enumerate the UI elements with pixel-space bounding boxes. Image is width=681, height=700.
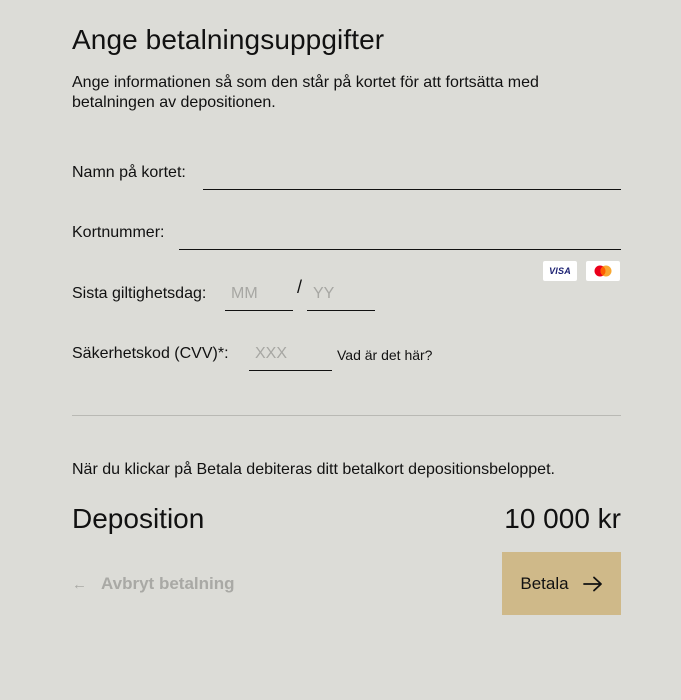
cancel-payment-link[interactable] xyxy=(72,574,235,594)
divider xyxy=(72,415,621,416)
card-number-input[interactable] xyxy=(179,220,621,246)
intro-text: Ange informationen så som den står på kortet för att fortsätta med betalningen av depositionen. xyxy=(72,74,539,111)
arrow-left-icon: ← xyxy=(72,575,87,593)
expiry-month-input[interactable] xyxy=(225,281,293,307)
card-number-underline xyxy=(179,249,621,250)
pay-button-label: Betala xyxy=(520,573,569,593)
mastercard-icon xyxy=(586,261,620,281)
page-title: Ange betalningsuppgifter xyxy=(72,24,385,55)
expiry-year-input[interactable] xyxy=(307,281,375,307)
card-name-label: Namn på kortet: xyxy=(72,164,186,181)
card-name-input[interactable] xyxy=(203,160,621,186)
visa-icon: VISA xyxy=(543,261,577,281)
arrow-right-icon xyxy=(583,576,603,592)
card-name-underline xyxy=(203,189,621,190)
card-number-label: Kortnummer: xyxy=(72,224,165,241)
deposit-label: Deposition xyxy=(72,503,205,534)
expiry-year-underline xyxy=(307,310,375,311)
expiry-month-underline xyxy=(225,310,293,311)
cancel-payment-label: Avbryt betalning xyxy=(101,574,235,593)
charge-notice: När du klickar på Betala debiteras ditt betalkort depositionsbeloppet. xyxy=(72,461,555,478)
pay-button[interactable] xyxy=(502,552,621,615)
cvv-help-link[interactable]: Vad är det här? xyxy=(337,347,433,363)
expiry-separator: / xyxy=(297,277,303,297)
expiry-label: Sista giltighetsdag: xyxy=(72,285,207,302)
cvv-underline xyxy=(249,370,332,371)
deposit-amount: 10 000 kr xyxy=(504,503,621,534)
cvv-input[interactable] xyxy=(249,341,332,367)
cvv-label: Säkerhetskod (CVV)*: xyxy=(72,345,229,362)
